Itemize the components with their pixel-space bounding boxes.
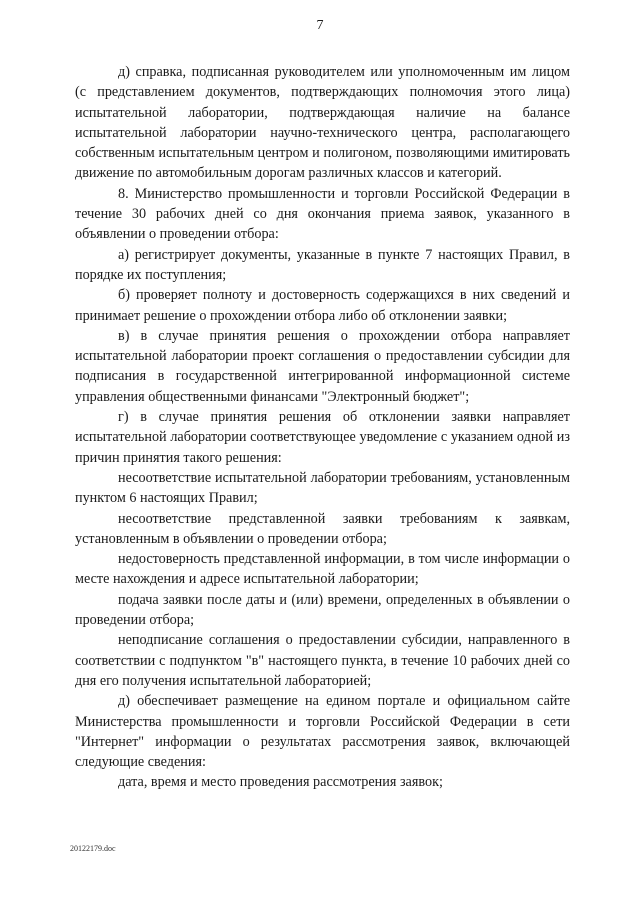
paragraph-date-time-place: дата, время и место проведения рассмотрения заявок; — [118, 774, 443, 791]
paragraph-d-publication: д) обеспечивает размещение на едином портале и официальном сайте Министерства промышленности и торговли Российской Федерации в сети "Интернет" информации о результатах рассмотрения заявок, включающей следующие сведения: — [75, 693, 570, 771]
paragraph-g-rejection: г) в случае принятия решения об отклонении заявки направляет испытательной лаборатории соответствующее уведомление с указанием одной из причин принятия такого решения: — [75, 409, 570, 466]
reason-unsigned-agreement: неподписание соглашения о предоставлении субсидии, направленного в соответствии с подпунктом "в" настоящего пункта, в течение 10 рабочих дней со дня его получения испытательной лабораторией; — [75, 632, 570, 689]
document-body — [75, 62, 570, 793]
reason-application-mismatch: несоответствие представленной заявки требованиям к заявкам, установленным в объявлении о проведении отбора; — [75, 510, 570, 547]
reason-requirements: несоответствие испытательной лаборатории требованиям, установленным пунктом 6 настоящих Правил; — [75, 469, 570, 507]
paragraph-b-verify: б) проверяет полноту и достоверность содержащихся в них сведений и принимает решение о прохождении отбора либо об отклонении заявки; — [75, 287, 570, 324]
paragraph-a-register: а) регистрирует документы, указанные в пункте 7 настоящих Правил, в порядке их поступления; — [75, 246, 570, 283]
paragraph-v-agreement: в) в случае принятия решения о прохождении отбора направляет испытательной лаборатории проект соглашения о предоставлении субсидии для подписания в государственной интегрированной информационной системе управления общественными финансами "Электронный бюджет"; — [75, 327, 570, 405]
reason-late-submission: подача заявки после даты и (или) времени, определенных в объявлении о проведении отбора; — [75, 591, 570, 629]
paragraph-d-certificate: д) справка, подписанная руководителем или уполномоченным им лицом (с представлением документов, подтверждающих полномочия этого лица) испытательной лаборатории, подтверждающая наличие на балансе испытательной лаборатории научно-технического центра, располагающего собственным испытательным центром и полигоном, позволяющими имитировать движение по автомобильным дорогам различных классов и категорий. — [75, 64, 570, 182]
file-name-footer: 20122179.doc — [70, 844, 116, 853]
page-number: 7 — [316, 18, 324, 33]
reason-inaccurate-info: недостоверность представленной информации, в том числе информации о месте нахождения и адресе испытательной лаборатории; — [75, 551, 570, 588]
paragraph-8-ministry: 8. Министерство промышленности и торговли Российской Федерации в течение 30 рабочих дней со дня окончания приема заявок, указанного в объявлении о проведении отбора: — [75, 185, 570, 243]
